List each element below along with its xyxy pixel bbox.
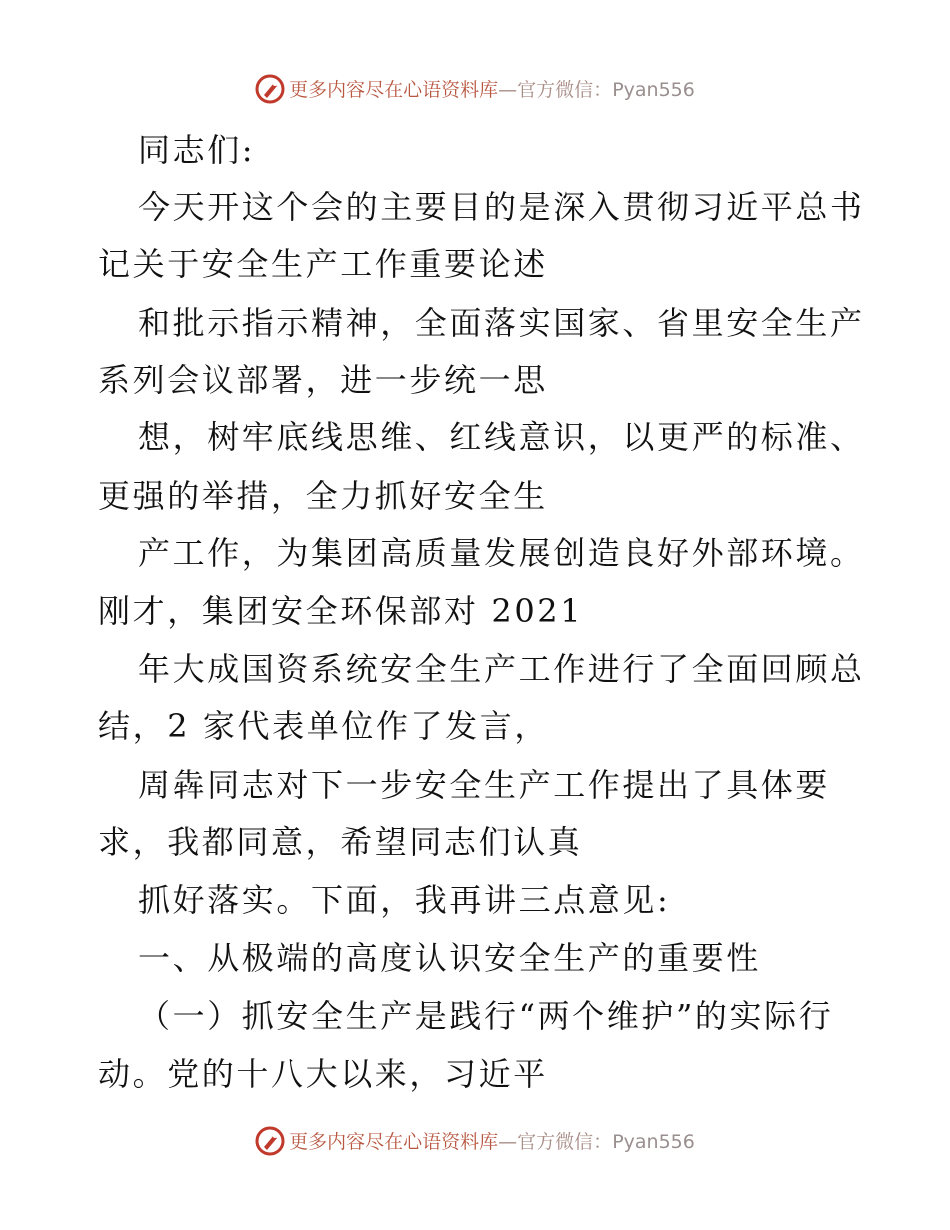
section-heading: 一、从极端的高度认识安全生产的重要性 (138, 939, 761, 977)
body-line: 系列会议部署，进一步统一思 (98, 361, 548, 399)
body-line: 同志们: (138, 131, 256, 169)
body-line: 抓好落实。下面，我再讲三点意见: (138, 881, 671, 919)
body-line: 和批示指示精神，全面落实国家、省里安全生产 (138, 304, 865, 342)
footer-watermark-banner (0, 1126, 950, 1156)
banner-wechat-label: —官方微信： (498, 1131, 613, 1153)
body-line: 周犇同志对下一步安全生产工作提出了具体要 (138, 766, 831, 804)
banner-wechat-label: —官方微信： (498, 79, 613, 101)
banner-account: Pyan556 (612, 1131, 695, 1153)
body-line: 记关于安全生产工作重要论述 (98, 245, 548, 283)
pen-nib-logo-icon (255, 74, 285, 104)
pen-nib-logo-icon (255, 1126, 285, 1156)
banner-account: Pyan556 (612, 79, 695, 101)
header-watermark-banner (0, 74, 950, 104)
body-line: 想，树牢底线思维、红线意识，以更严的标准、 (138, 418, 865, 456)
body-line: 年大成国资系统安全生产工作进行了全面回顾总 (138, 650, 865, 688)
body-line: 刚才，集团安全环保部对 2021 (98, 592, 584, 630)
banner-text: 更多内容尽在心语资料库 (289, 1131, 499, 1153)
body-line: （一）抓安全生产是践行“两个维护”的实际行 (138, 997, 834, 1035)
body-line: 动。党的十八大以来，习近平 (98, 1055, 548, 1093)
banner-text: 更多内容尽在心语资料库 (289, 79, 499, 101)
body-line: 更强的举措，全力抓好安全生 (98, 477, 548, 515)
body-line: 今天开这个会的主要目的是深入贯彻习近平总书 (138, 188, 865, 226)
body-line: 求，我都同意，希望同志们认真 (98, 823, 583, 861)
body-line: 结，2 家代表单位作了发言， (98, 707, 549, 745)
body-line: 产工作，为集团高质量发展创造良好外部环境。 (138, 534, 865, 572)
